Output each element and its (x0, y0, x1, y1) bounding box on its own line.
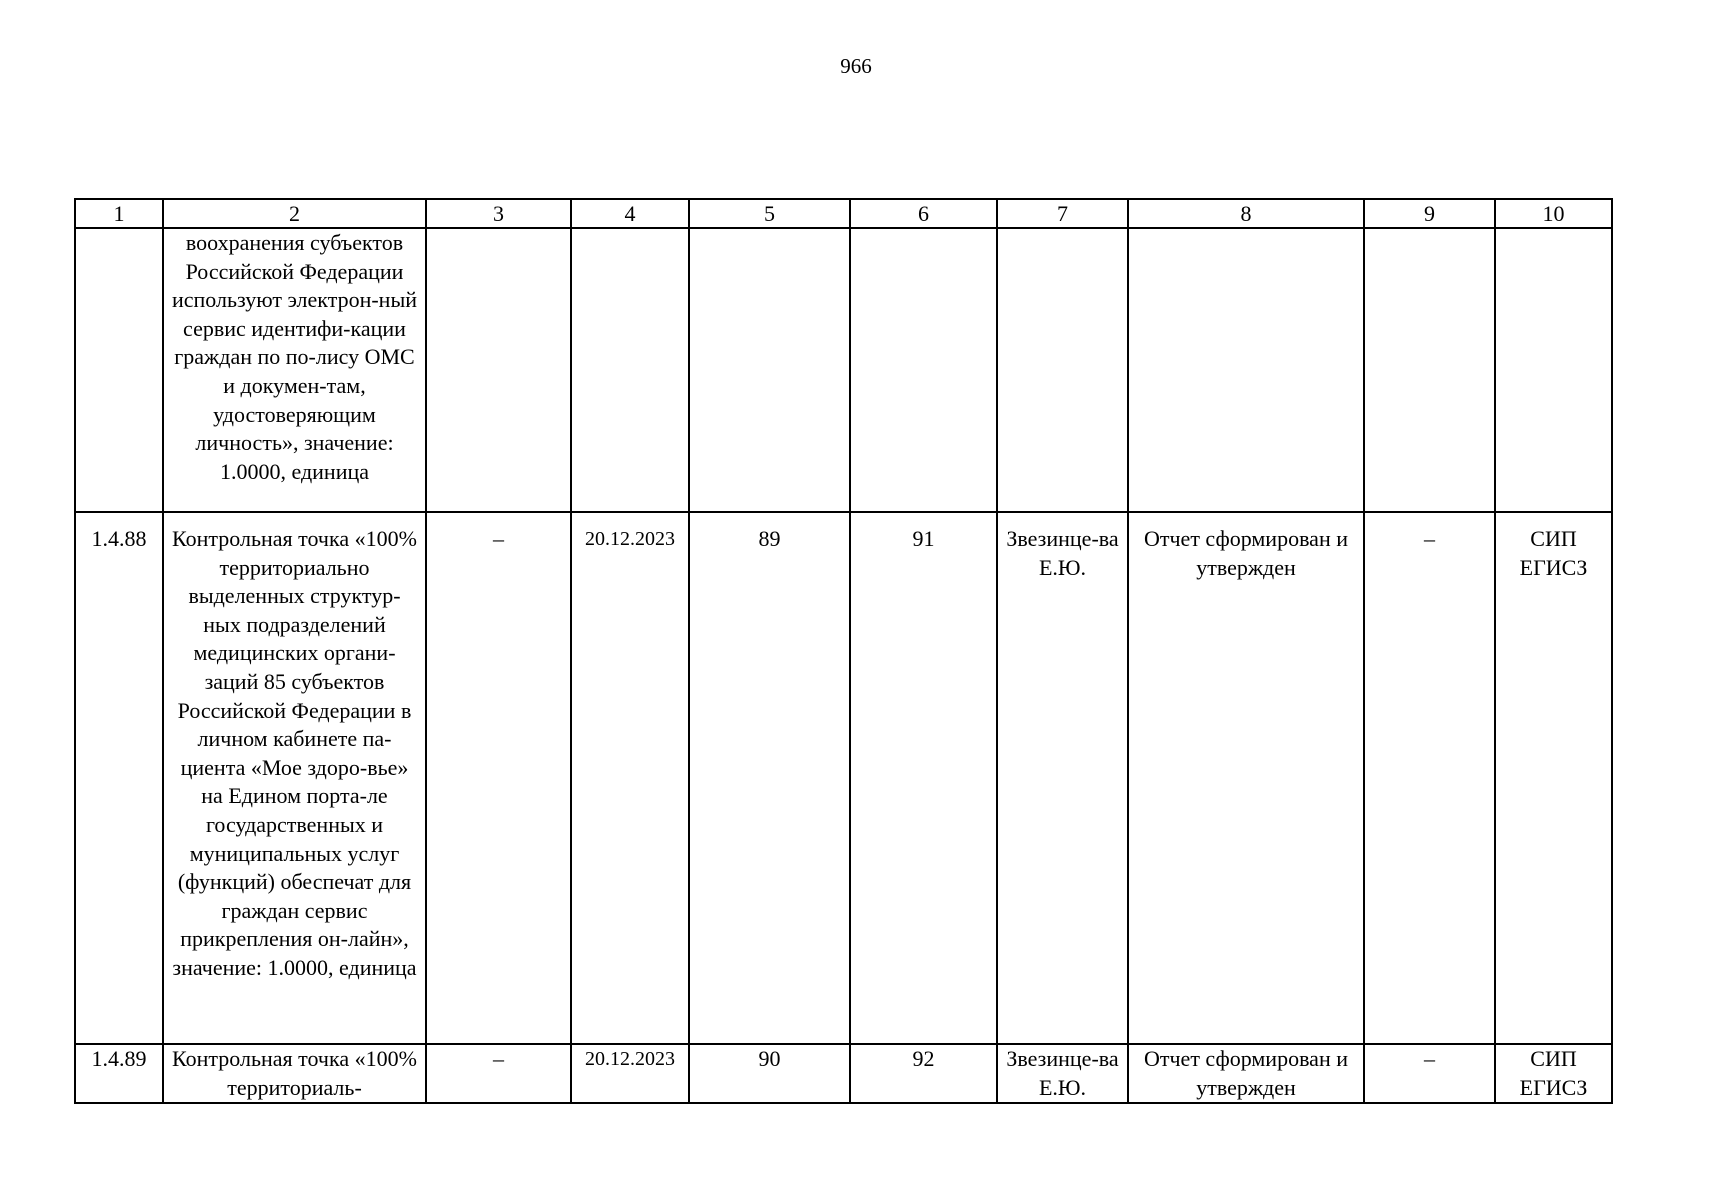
table-row (75, 512, 1612, 1044)
cell-col9 (1364, 228, 1495, 512)
column-header: 3 (426, 199, 571, 228)
plan-table (74, 198, 1613, 1104)
column-header: 2 (163, 199, 426, 228)
item-number (75, 228, 163, 512)
column-header: 7 (997, 199, 1128, 228)
cell-col9: – (1364, 1044, 1495, 1103)
cell-col3 (426, 228, 571, 512)
item-result: Отчет сформирован и утвержден (1128, 1044, 1364, 1103)
cell-col5: 89 (689, 512, 850, 1044)
page-number: 966 (840, 54, 872, 78)
table-row (75, 228, 1612, 512)
column-header: 4 (571, 199, 689, 228)
cell-col3: – (426, 1044, 571, 1103)
item-description: воохранения субъектов Российской Федерации используют электрон-ный сервис идентифи-кации граждан по по-лису ОМС и докумен-там, удостоверяющим личность», значение: 1.0000, единица (163, 228, 426, 512)
item-responsible: Звезинце-ва Е.Ю. (997, 512, 1128, 1044)
cell-col5 (689, 228, 850, 512)
cell-col6: 91 (850, 512, 997, 1044)
item-result (1128, 228, 1364, 512)
item-description: Контрольная точка «100% территориально выделенных структур-ных подразделений медицинских органи-заций 85 субъектов Российской Федерации в личном кабинете па-циента «Мое здоро-вье» на Едином порта-ле государственных и муниципальных услуг (функций) обеспечат для граждан сервис прикрепления он-лайн», значение: 1.0000, единица (163, 512, 426, 1044)
item-system: СИП ЕГИСЗ (1495, 512, 1612, 1044)
column-header: 9 (1364, 199, 1495, 228)
item-date: 20.12.2023 (571, 1044, 689, 1103)
cell-col6 (850, 228, 997, 512)
column-number-row (75, 199, 1612, 228)
item-description: Контрольная точка «100% территориаль- (163, 1044, 426, 1103)
item-responsible (997, 228, 1128, 512)
item-system (1495, 228, 1612, 512)
item-number: 1.4.88 (75, 512, 163, 1044)
column-header: 6 (850, 199, 997, 228)
item-date: 20.12.2023 (571, 512, 689, 1044)
item-system: СИП ЕГИСЗ (1495, 1044, 1612, 1103)
item-result: Отчет сформирован и утвержден (1128, 512, 1364, 1044)
cell-col5: 90 (689, 1044, 850, 1103)
item-number: 1.4.89 (75, 1044, 163, 1103)
item-date (571, 228, 689, 512)
cell-col6: 92 (850, 1044, 997, 1103)
column-header: 10 (1495, 199, 1612, 228)
column-header: 5 (689, 199, 850, 228)
cell-col3: – (426, 512, 571, 1044)
table-row (75, 1044, 1612, 1103)
column-header: 8 (1128, 199, 1364, 228)
item-responsible: Звезинце-ва Е.Ю. (997, 1044, 1128, 1103)
column-header: 1 (75, 199, 163, 228)
cell-col9: – (1364, 512, 1495, 1044)
